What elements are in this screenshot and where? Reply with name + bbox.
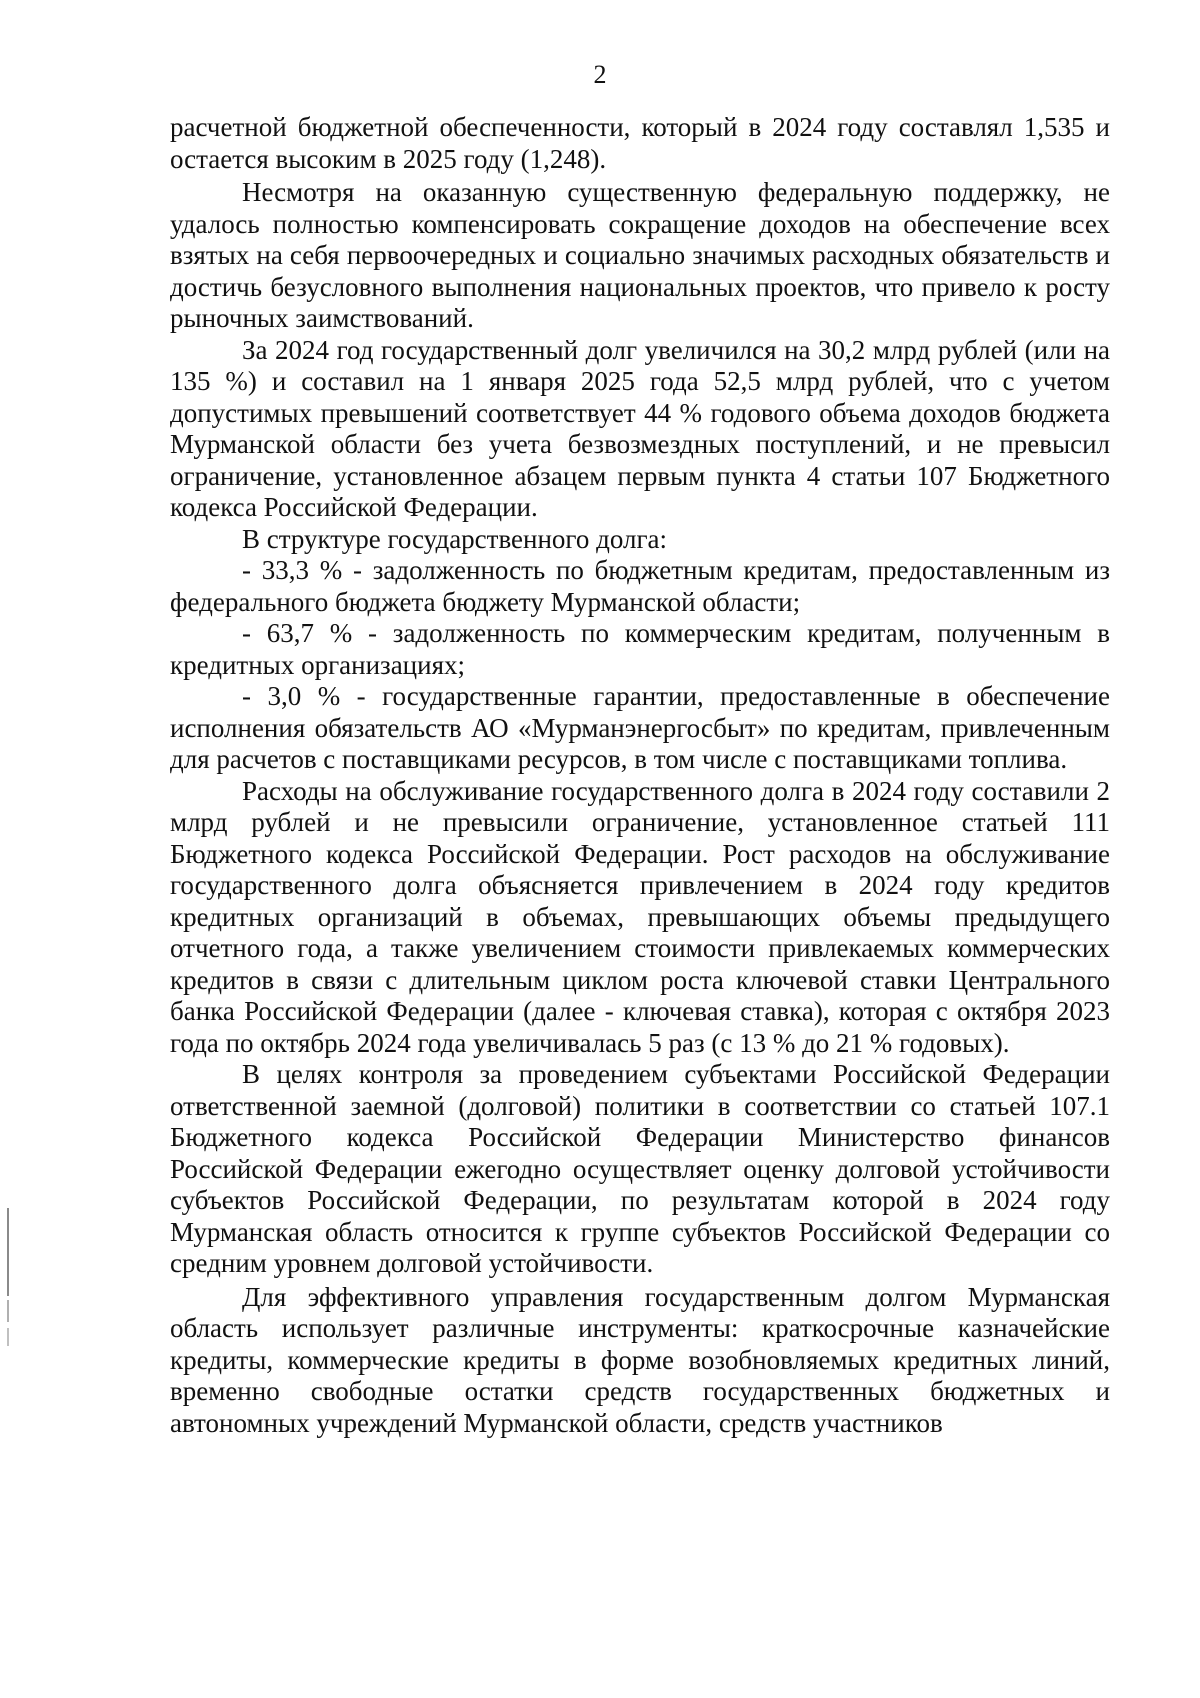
paragraph-debt-sustainability: В целях контроля за проведением субъектами Российской Федерации ответственной заемной (долговой) политики в соответствии со статьей 107.1 Бюджетного кодекса Российской Федерации Министерство финансов Российской Федерации ежегодно осуществляет оценку долговой устойчивости субъектов Российской Федерации, по результатам которой в 2024 году Мурманская область относится к группе субъектов Российской Федерации со средним уровнем долговой устойчивости. [170,1059,1110,1278]
paragraph-state-debt: За 2024 год государственный долг увеличился на 30,2 млрд рублей (или на 135 %) и составил на 1 января 2025 года 52,5 млрд рублей, что с учетом допустимых превышений соответствует 44 % годового объема доходов бюджета Мурманской области без учета безвозмездных поступлений, и не превысил ограничение, установленное абзацем первым пункта 4 статьи 107 Бюджетного кодекса Российской Федерации. [170,334,1110,522]
list-item-state-guarantees: - 3,0 % - государственные гарантии, предоставленные в обеспечение исполнения обязательств АО «Мурманэнергосбыт» по кредитам, привлеченным для расчетов с поставщиками ресурсов, в том числе с поставщиками топлива. [170,681,1110,774]
document-body [170,112,1110,1439]
paragraph-continuation: расчетной бюджетной обеспеченности, который в 2024 году составлял 1,535 и остается высоким в 2025 году (1,248). [170,112,1110,174]
scan-edge-mark [7,1300,9,1322]
paragraph-debt-management-tools: Для эффективного управления государственным долгом Мурманская область использует различные инструменты: краткосрочные казначейские кредиты, коммерческие кредиты в форме возобновляемых кредитных линий, временно свободные остатки средств государственных бюджетных и автономных учреждений Мурманской области, средств участников [170,1281,1110,1438]
paragraph-federal-support: Несмотря на оказанную существенную федеральную поддержку, не удалось полностью компенсировать сокращение доходов на обеспечение всех взятых на себя первоочередных и социально значимых расходных обязательств и достичь безусловного выполнения национальных проектов, что привело к росту рыночных заимствований. [170,177,1110,333]
paragraph-debt-structure-intro: В структуре государственного долга: [242,523,667,554]
scan-edge-mark [7,1328,9,1346]
paragraph-debt-service-costs: Расходы на обслуживание государственного долга в 2024 году составили 2 млрд рублей и не превысили ограничение, установленное статьей 111 Бюджетного кодекса Российской Федерации. Рост расходов на обслуживание государственного долга объясняется привлечением в 2024 году кредитов кредитных организаций в объемах, превышающих объемы предыдущего отчетного года, а также увеличением стоимости привлекаемых коммерческих кредитов в связи с длительным циклом роста ключевой ставки Центрального банка Российской Федерации (далее - ключевая ставка), которая с октября 2023 года по октябрь 2024 года увеличивалась 5 раз (с 13 % до 21 % годовых). [170,775,1110,1058]
scan-edge-mark [7,1208,9,1296]
list-item-commercial-credits: - 63,7 % - задолженность по коммерческим кредитам, полученным в кредитных организациях; [170,618,1110,680]
page-number: 2 [593,60,607,89]
list-item-budget-credits: - 33,3 % - задолженность по бюджетным кредитам, предоставленным из федерального бюджета бюджету Мурманской области; [170,555,1110,617]
